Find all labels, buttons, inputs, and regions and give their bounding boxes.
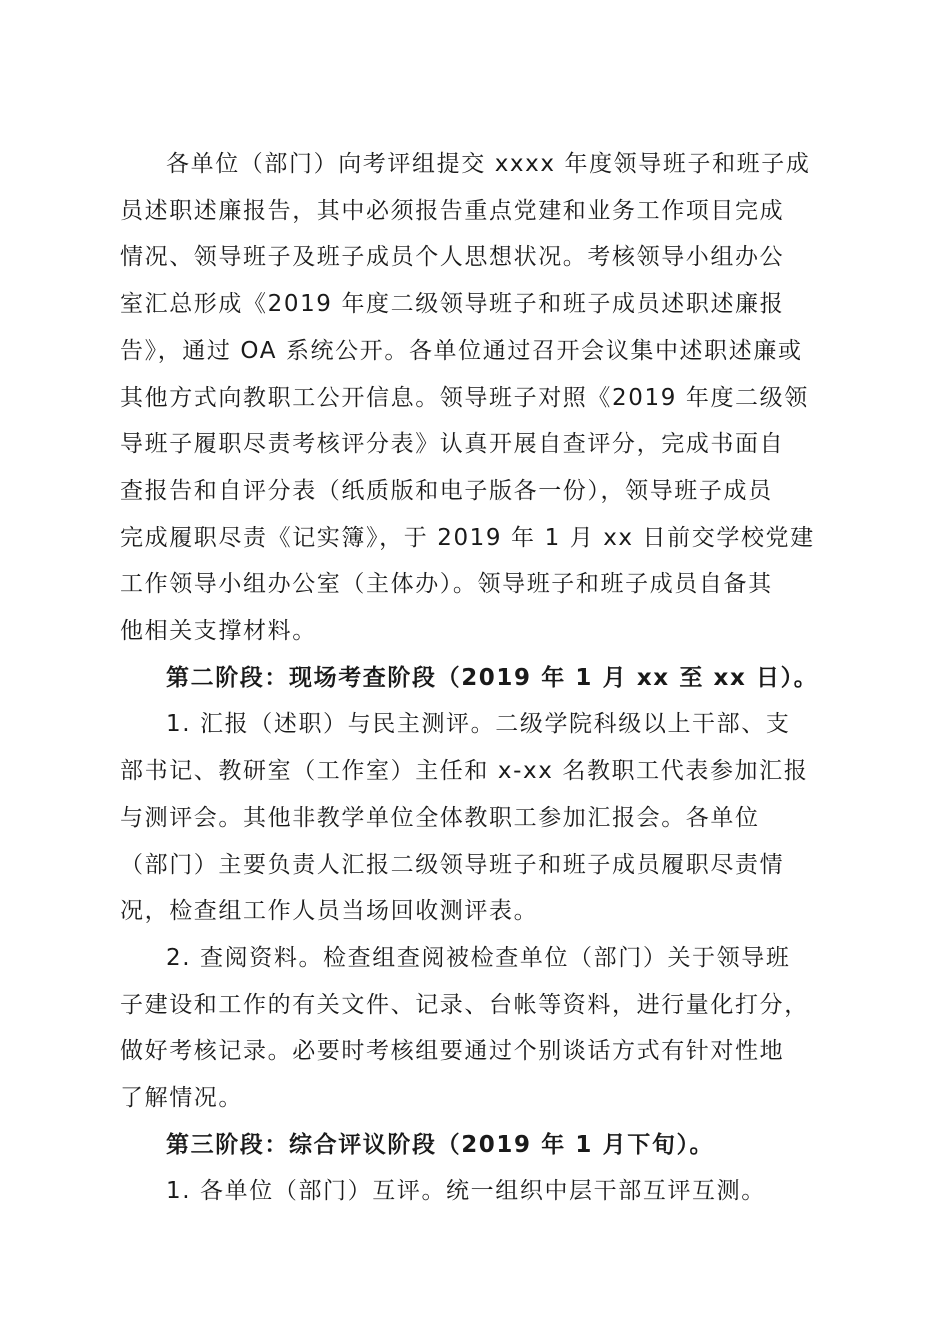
heading-text: 第二阶段：现场考查阶段（2019 年 1 月 xx 至 xx 日）。 bbox=[166, 664, 819, 691]
text-line: 导班子履职尽责考核评分表》认真开展自查评分，完成书面自 bbox=[120, 431, 785, 458]
text-line: 告》，通过 OA 系统公开。各单位通过召开会议集中述职述廉或 bbox=[120, 337, 803, 364]
text-line: 部书记、教研室（工作室）主任和 x-xx 名教职工代表参加汇报 bbox=[120, 758, 809, 785]
heading-stage-three bbox=[120, 1122, 832, 1169]
text-line: 员述职述廉报告，其中必须报告重点党建和业务工作项目完成 bbox=[120, 197, 785, 224]
text-line: 室汇总形成《2019 年度二级领导班子和班子成员述职述廉报 bbox=[120, 291, 785, 318]
text-line: 各单位（部门）向考评组提交 xxxx 年度领导班子和班子成 bbox=[166, 151, 811, 177]
text-line: 1. 汇报（述职）与民主测评。二级学院科级以上干部、支 bbox=[166, 711, 791, 738]
text-line: 1. 各单位（部门）互评。统一组织中层干部互评互测。 bbox=[166, 1178, 766, 1205]
paragraph-report-evaluation bbox=[120, 701, 832, 935]
paragraph-submission-requirements bbox=[120, 141, 832, 655]
text-line: 子建设和工作的有关文件、记录、台帐等资料，进行量化打分， bbox=[120, 991, 809, 1018]
text-line: （部门）主要负责人汇报二级领导班子和班子成员履职尽责情 bbox=[120, 851, 785, 878]
heading-stage-two bbox=[120, 655, 832, 702]
text-line: 他相关支撑材料。 bbox=[120, 618, 317, 645]
text-line: 其他方式向教职工公开信息。领导班子对照《2019 年度二级领 bbox=[120, 384, 809, 411]
text-line: 与测评会。其他非教学单位全体教职工参加汇报会。各单位 bbox=[120, 804, 760, 831]
document-body bbox=[120, 141, 832, 1215]
text-line: 做好考核记录。必要时考核组要通过个别谈话方式有针对性地 bbox=[120, 1038, 785, 1065]
text-line: 况，检查组工作人员当场回收测评表。 bbox=[120, 898, 539, 925]
text-line: 工作领导小组办公室（主体办）。领导班子和班子成员自备其 bbox=[120, 571, 773, 598]
text-line: 情况、领导班子及班子成员个人思想状况。考核领导小组办公 bbox=[120, 244, 785, 271]
text-line: 2. 查阅资料。检查组查阅被检查单位（部门）关于领导班 bbox=[166, 944, 791, 971]
paragraph-peer-review bbox=[120, 1168, 832, 1215]
text-line: 了解情况。 bbox=[120, 1085, 243, 1112]
heading-text: 第三阶段：综合评议阶段（2019 年 1 月下旬）。 bbox=[166, 1131, 715, 1158]
text-line: 完成履职尽责《记实簿》，于 2019 年 1 月 xx 日前交学校党建 bbox=[120, 524, 815, 551]
paragraph-document-review bbox=[120, 935, 832, 1122]
text-line: 查报告和自评分表（纸质版和电子版各一份），领导班子成员 bbox=[120, 477, 773, 504]
